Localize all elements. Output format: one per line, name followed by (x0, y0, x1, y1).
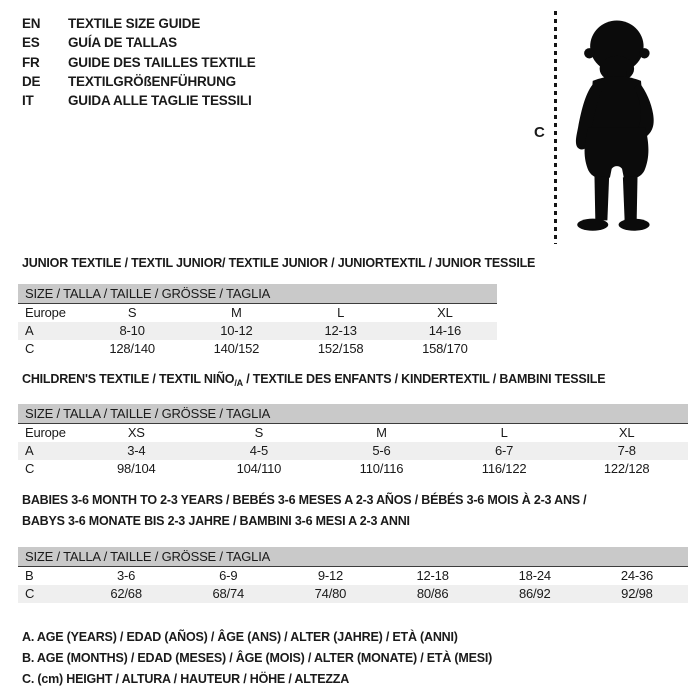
cell: 10-12 (220, 323, 253, 338)
cell: 62/68 (110, 586, 142, 601)
title-text: CHILDREN'S TEXTILE / TEXTIL NIÑO (22, 372, 235, 386)
language-list (22, 14, 256, 110)
cell: 116/122 (481, 461, 527, 476)
table-row (18, 304, 497, 322)
cell: 3-6 (116, 568, 136, 583)
cell: 6-7 (494, 443, 514, 458)
size-header-bar: SIZE / TALLA / TAILLE / GRÖSSE / TAGLIA (18, 547, 688, 567)
language-title: GUIDE DES TAILLES TEXTILE (68, 54, 256, 70)
language-code: DE (22, 73, 41, 89)
cell: 3-4 (127, 443, 146, 458)
cell: 74/80 (314, 586, 347, 601)
cell: 18-24 (518, 568, 551, 583)
cell: XL (437, 305, 453, 320)
cell: 122/128 (603, 461, 650, 476)
language-code: EN (22, 16, 41, 31)
title-subscript: /A (234, 378, 243, 388)
cell: 68/74 (212, 586, 245, 601)
row-label: A (25, 443, 34, 458)
babies-size-table (18, 547, 688, 603)
language-code: ES (22, 35, 40, 51)
size-header-bar: SIZE / TALLA / TAILLE / GRÖSSE / TAGLIA (18, 404, 688, 424)
cell: 152/158 (317, 341, 364, 356)
children-section-title (22, 372, 605, 388)
height-measure-line (554, 11, 557, 244)
table-row (18, 340, 497, 358)
junior-size-table (18, 284, 497, 358)
cell: 12-18 (416, 568, 449, 583)
language-code: FR (22, 54, 40, 70)
row-label: Europe (25, 425, 66, 440)
row-label: C (25, 586, 35, 601)
cell: M (376, 425, 387, 440)
table-row (18, 322, 497, 340)
cell: S (127, 305, 137, 320)
row-label: C (25, 341, 35, 356)
cell: 80/86 (416, 586, 449, 601)
cell: S (254, 425, 264, 440)
table-row (18, 460, 688, 478)
table-row (18, 424, 688, 442)
children-size-table (18, 404, 688, 478)
babies-title-line1: BABIES 3-6 MONTH TO 2-3 YEARS / BEBÉS 3-6 MESES A 2-3 AÑOS / BÉBÉS 3-6 MOIS À 2-3 ANS / (22, 493, 587, 507)
cell: 140/152 (213, 341, 260, 356)
cell: 86/92 (519, 586, 551, 601)
cell: XL (618, 425, 635, 440)
cell: 128/140 (109, 341, 155, 356)
junior-section-title: JUNIOR TEXTILE / TEXTIL JUNIOR/ TEXTILE JUNIOR / JUNIORTEXTIL / JUNIOR TESSILE (22, 256, 536, 270)
language-row-it (22, 91, 256, 110)
language-title: GUÍA DE TALLAS (68, 35, 177, 51)
cell: 9-12 (317, 568, 344, 583)
language-row-es (22, 33, 256, 52)
row-label: C (25, 461, 35, 476)
title-text: / TEXTILE DES ENFANTS / KINDERTEXTIL / BAMBINI TESSILE (242, 372, 606, 386)
cell: M (231, 305, 242, 320)
language-code: IT (22, 93, 34, 109)
babies-section-title (22, 490, 586, 532)
language-row-en (22, 14, 256, 33)
table-row (18, 567, 688, 585)
cell: 4-5 (249, 443, 268, 458)
table-row (18, 585, 688, 603)
note-b: B. AGE (MONTHS) / EDAD (MESES) / ÂGE (MOIS) / ALTER (MONATE) / ETÀ (MESI) (22, 651, 493, 665)
babies-title-line2: BABYS 3-6 MONATE BIS 2-3 JAHRE / BAMBINI 3-6 MESI A 2-3 ANNI (22, 514, 410, 528)
table-row (18, 442, 688, 460)
cell: 110/116 (359, 461, 404, 476)
cell: 12-13 (324, 323, 357, 338)
language-title: GUIDA ALLE TAGLIE TESSILI (68, 93, 252, 109)
language-title: TEXTILGRÖßENFÜHRUNG (68, 73, 236, 89)
row-label: Europe (25, 305, 66, 320)
note-a: A. AGE (YEARS) / EDAD (AÑOS) / ÂGE (ANS) / ALTER (JAHRE) / ETÀ (ANNI) (22, 630, 458, 644)
cell: 98/104 (117, 461, 156, 476)
row-label: A (25, 323, 34, 338)
language-row-de (22, 72, 256, 91)
cell: L (500, 425, 508, 440)
cell: 14-16 (428, 323, 461, 338)
height-measure-label: C (534, 124, 545, 141)
cell: 158/170 (422, 341, 468, 356)
cell: 24-36 (620, 568, 654, 583)
language-title: TEXTILE SIZE GUIDE (68, 16, 201, 31)
cell: 8-10 (119, 323, 145, 338)
size-header-bar: SIZE / TALLA / TAILLE / GRÖSSE / TAGLIA (18, 284, 497, 304)
note-c: C. (cm) HEIGHT / ALTURA / HAUTEUR / HÖHE / ALTEZZA (22, 672, 350, 686)
language-row-fr (22, 53, 256, 72)
cell: 5-6 (372, 443, 391, 458)
cell: XS (127, 425, 145, 440)
toddler-silhouette-icon (560, 6, 672, 247)
cell: 104/110 (236, 461, 282, 476)
cell: L (337, 305, 345, 320)
row-label: B (25, 568, 34, 583)
legend-notes (22, 627, 492, 690)
cell: 7-8 (617, 443, 636, 458)
cell: 92/98 (621, 586, 653, 601)
cell: 6-9 (219, 568, 238, 583)
